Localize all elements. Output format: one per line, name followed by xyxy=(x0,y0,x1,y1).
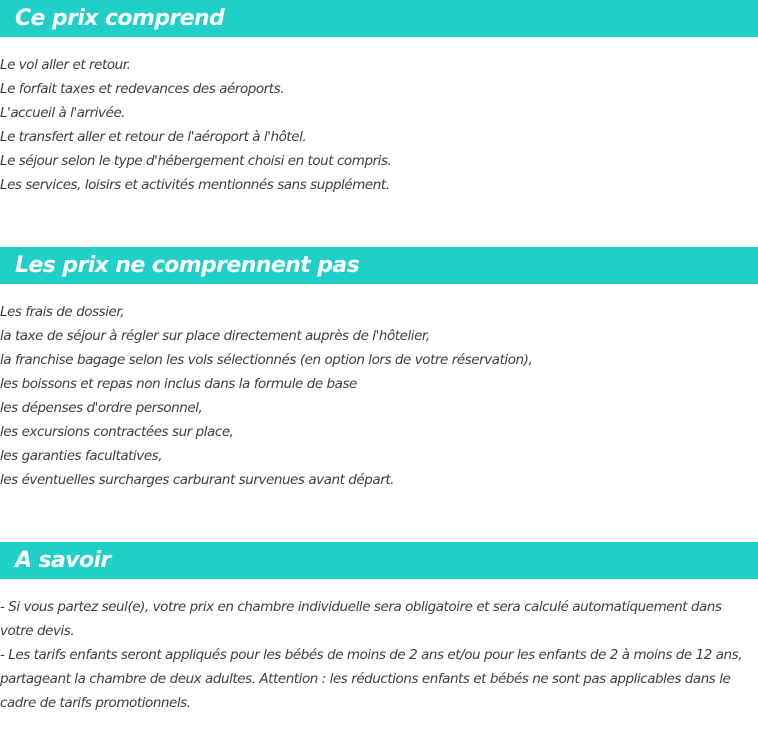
included-items-list xyxy=(0,53,758,197)
list-item: Le séjour selon le type d'hébergement choisi en tout compris. xyxy=(0,153,392,169)
list-item: Les frais de dossier, xyxy=(0,304,125,320)
note-item: - Si vous partez seul(e), votre prix en chambre individuelle sera obligatoire et sera calculé automatiquement dans votre devis. xyxy=(0,599,722,639)
note-item: - Les tarifs enfants seront appliqués pour les bébés de moins de 2 ans et/ou pour les enfants de 2 à moins de 12 ans, partageant la chambre de deux adultes. Attention : les réductions enfants et bébés ne sont pas applicables dans le cadre de tarifs promotionnels. xyxy=(0,647,743,711)
list-item: les boissons et repas non inclus dans la formule de base xyxy=(0,376,357,392)
section-title: Les prix ne comprennent pas xyxy=(15,253,360,278)
list-item: les excursions contractées sur place, xyxy=(0,424,234,440)
section-title: A savoir xyxy=(15,548,111,573)
excluded-items-list xyxy=(0,300,758,492)
list-item: Le forfait taxes et redevances des aéroports. xyxy=(0,81,285,97)
list-item: la taxe de séjour à régler sur place directement auprès de l'hôtelier, xyxy=(0,328,430,344)
list-item: les dépenses d'ordre personnel, xyxy=(0,400,203,416)
list-item: les garanties facultatives, xyxy=(0,448,163,464)
list-item: Le vol aller et retour. xyxy=(0,57,131,73)
section-header-good-to-know xyxy=(0,542,758,579)
list-item: Les services, loisirs et activités mentionnés sans supplément. xyxy=(0,177,390,193)
list-item: les éventuelles surcharges carburant survenues avant départ. xyxy=(0,472,395,488)
section-header-price-includes xyxy=(0,0,758,37)
list-item: Le transfert aller et retour de l'aéroport à l'hôtel. xyxy=(0,129,307,145)
section-title: Ce prix comprend xyxy=(15,6,225,31)
list-item: L'accueil à l'arrivée. xyxy=(0,105,126,121)
section-header-price-excludes xyxy=(0,247,758,284)
list-item: la franchise bagage selon les vols sélectionnés (en option lors de votre réservation), xyxy=(0,352,533,368)
good-to-know-notes xyxy=(0,595,752,715)
